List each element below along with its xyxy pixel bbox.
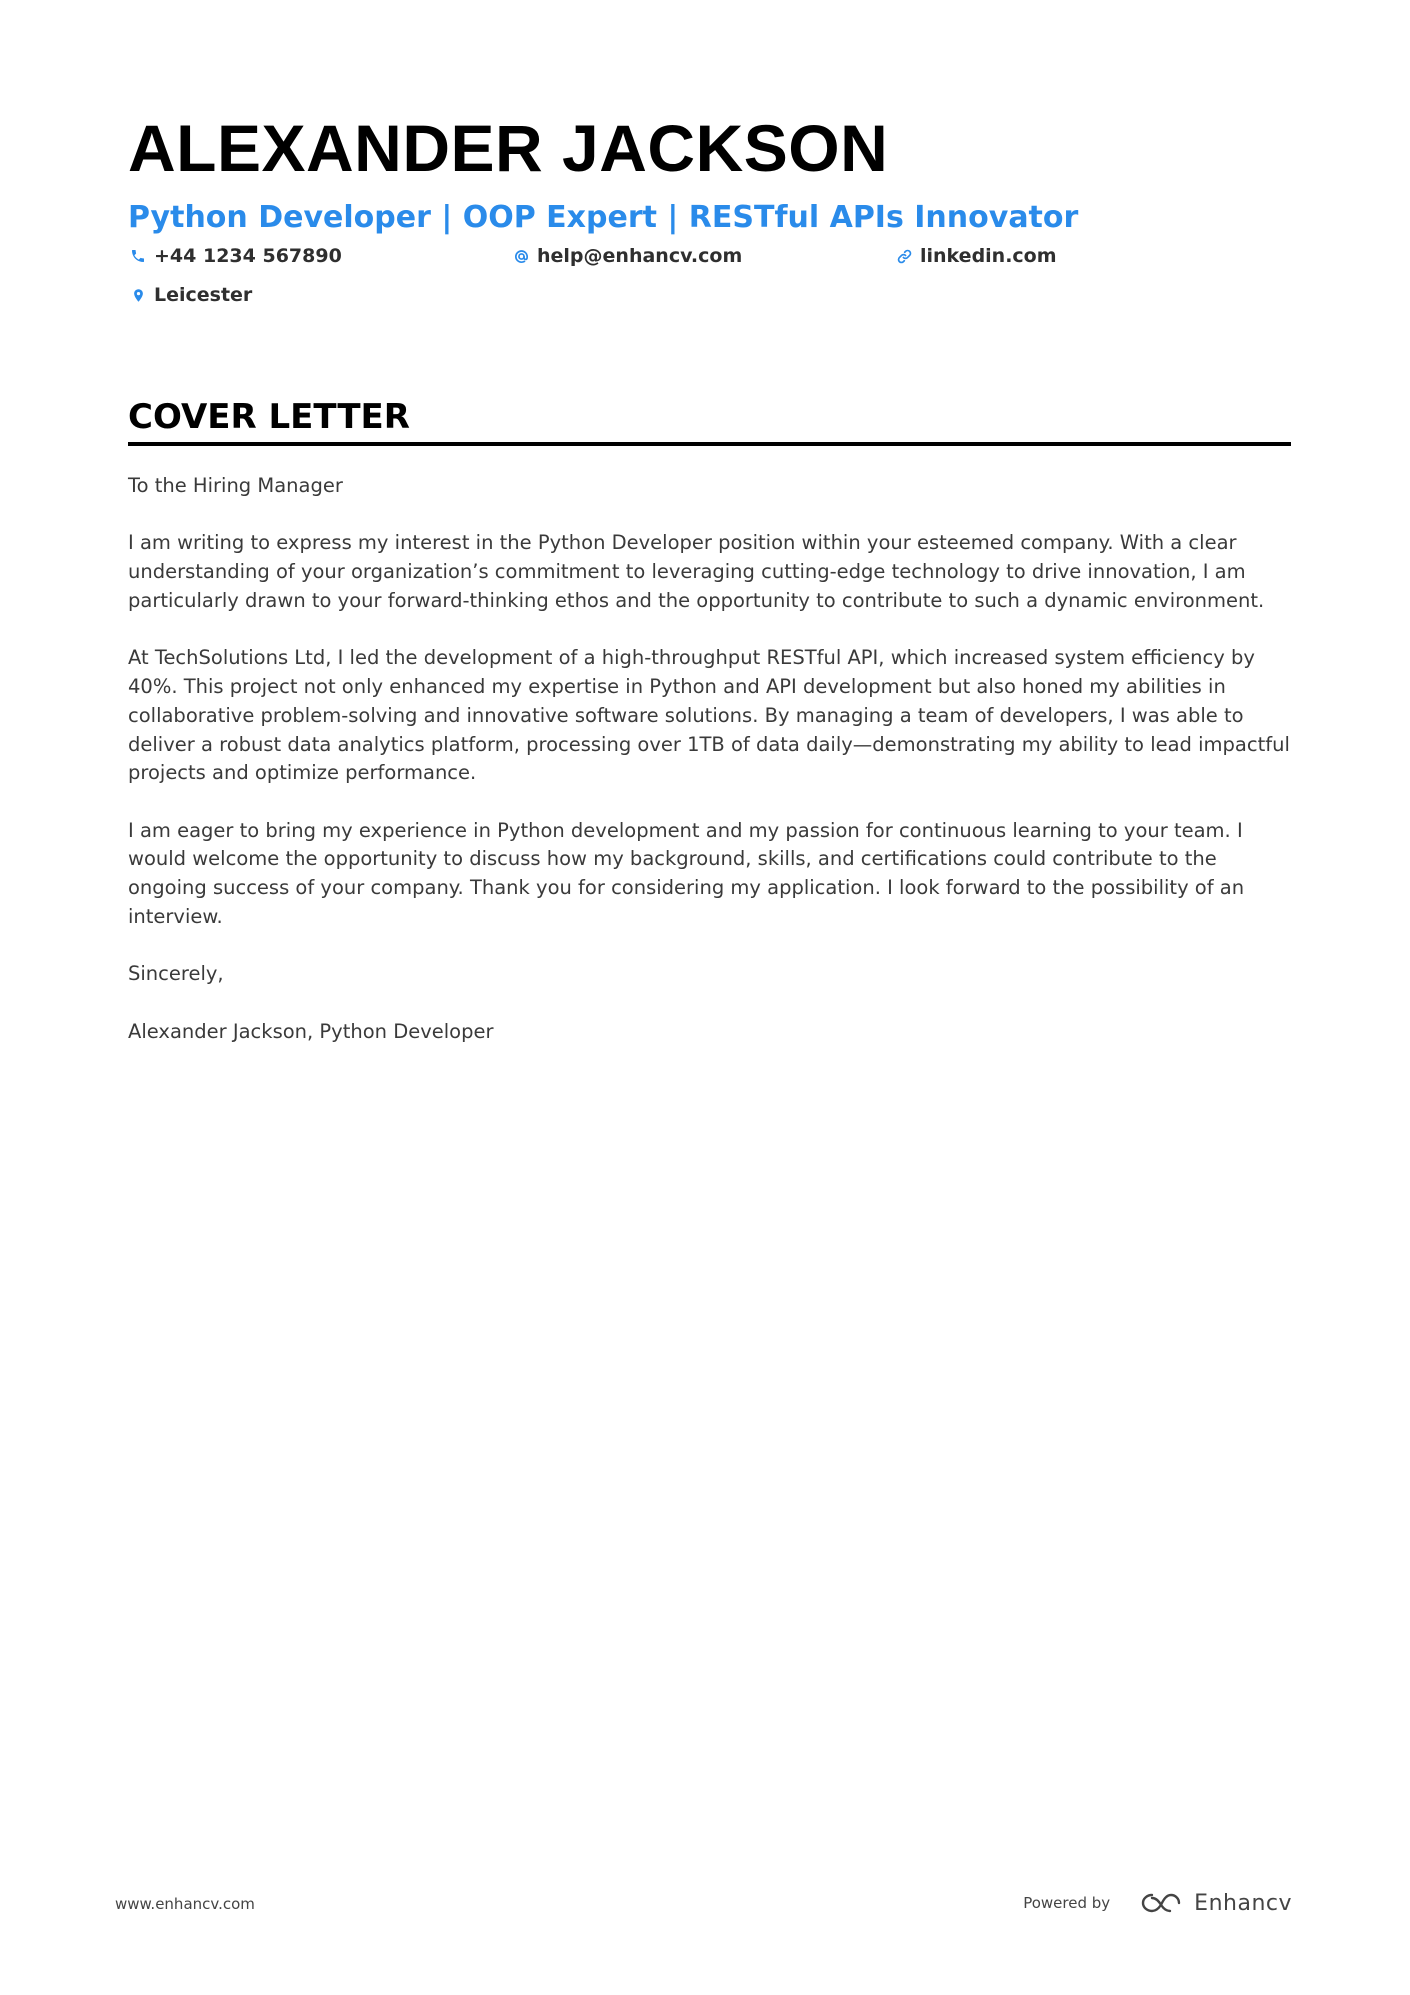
letter-paragraph: At TechSolutions Ltd, I led the development of a high-throughput RESTful API, which increased system efficiency by 40%. This project not only enhanced my expertise in Python and API development but also honed my abilities in collaborative problem-solving and innovative software solutions. By managing a team of developers, I was able to deliver a robust data analytics platform, processing over 1TB of data daily—demonstrating my ability to lead impactful projects and optimize performance. [128, 646, 1290, 785]
location-pin-icon [128, 285, 148, 305]
contact-location [128, 281, 252, 309]
letter-closing: Sincerely, [128, 962, 224, 986]
phone-icon [128, 246, 148, 266]
linkedin-text[interactable]: linkedin.com [920, 245, 1057, 267]
letter-signature: Alexander Jackson, Python Developer [128, 1019, 494, 1043]
headline: Python Developer | OOP Expert | RESTful APIs Innovator [128, 200, 1079, 235]
contact-email [511, 242, 742, 270]
enhancv-wordmark: Enhancv [1194, 1890, 1292, 1916]
phone-text[interactable]: +44 1234 567890 [154, 245, 342, 267]
footer-branding [1023, 1890, 1292, 1916]
powered-by-label: Powered by [1023, 1894, 1111, 1912]
section-divider [128, 442, 1291, 446]
letter-body [128, 472, 1291, 1046]
letter-paragraph: I am writing to express my interest in the Python Developer position within your esteemed company. With a clear understanding of your organization’s commitment to leveraging cutting-edge technology to drive innovation, I am particularly drawn to your forward-thinking ethos and the opportunity to contribute to such a dynamic environment. [128, 531, 1265, 612]
link-icon [894, 246, 914, 266]
section-title: COVER LETTER [128, 397, 410, 437]
contact-linkedin [894, 242, 1057, 270]
letter-greeting: To the Hiring Manager [128, 474, 343, 497]
enhancv-logo-icon [1138, 1890, 1184, 1916]
footer-website[interactable]: www.enhancv.com [115, 1895, 255, 1913]
location-text: Leicester [154, 284, 253, 306]
cover-letter-section [128, 395, 1291, 1075]
contact-phone [128, 242, 342, 270]
candidate-name: ALEXANDER JACKSON [128, 111, 889, 185]
letter-paragraph: I am eager to bring my experience in Python development and my passion for continuous learning to your team. I would welcome the opportunity to discuss how my background, skills, and certifications could contribute to the ongoing success of your company. Thank you for considering my application. I look forward to the possibility of an interview. [128, 818, 1245, 929]
at-icon [511, 246, 531, 266]
header [128, 108, 1291, 306]
email-text[interactable]: help@enhancv.com [537, 245, 743, 267]
contact-info [128, 242, 1291, 322]
